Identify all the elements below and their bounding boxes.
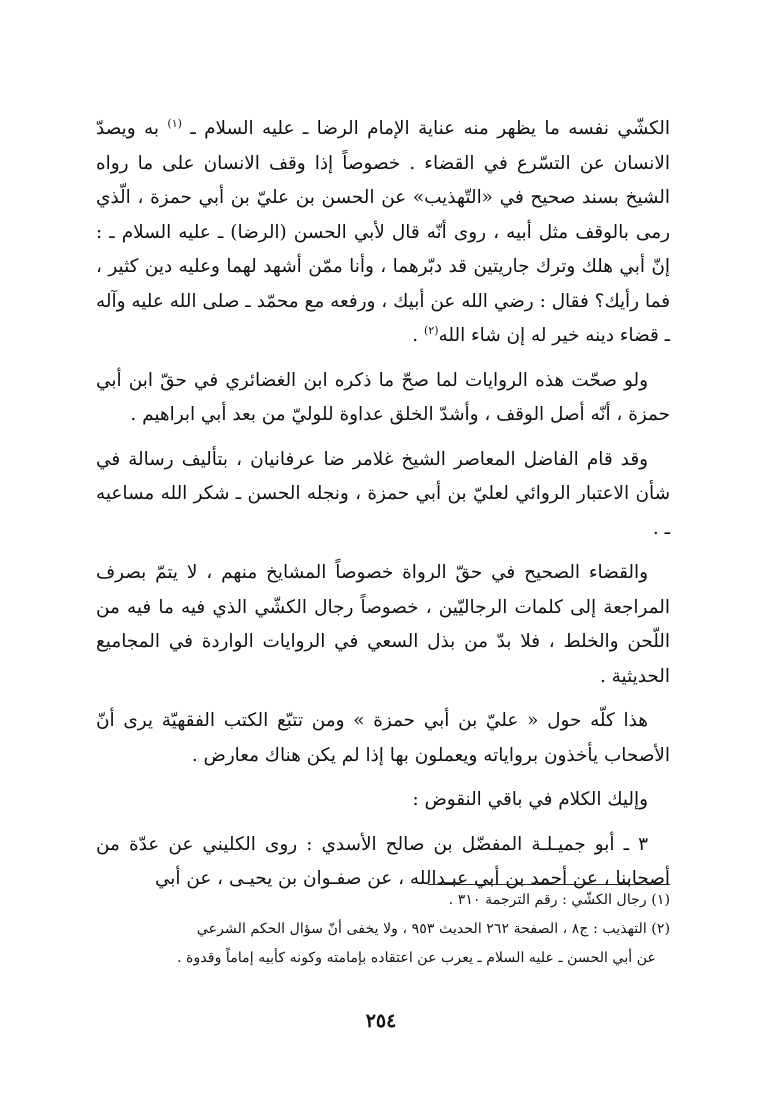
paragraph-6: وإليك الكلام في باقي النقوض : [412,789,648,810]
footnote-divider [428,884,670,885]
footnote-1: (١) رجال الكشّي : رقم الترجمة ٣١٠ . [448,892,670,908]
paragraph-4: والقضاء الصحيح في حقّ الرواة خصوصاً المشايخ منهم ، لا يتمّ بصرف المراجعة إلى كلمات الرجاليّين ، خصوصاً رجال الكشّي الذي فيه ما فيه من اللّحن والخلط ، فلا بدّ من بذل السعي في الروايات الواردة في المجاميع الحديثية . [96,562,670,687]
footnotes [96,886,670,973]
paragraph-1-tail: . [412,325,424,346]
footnote-2-continuation: عن أبي الحسن ـ عليه السلام ـ يعرب عن اعتقاده بإمامته وكونه كأبيه إماماً وقدوة . [177,950,656,966]
footnote-ref-1: (١) [167,116,182,130]
paragraph-1 [96,112,670,354]
paragraph-5: هذا كلّه حول « عليّ بن أبي حمزة » ومن تتبّع الكتب الفقهيّة يرى أنّ الأصحاب يأخذون برواياته ويعملون بها إذا لم يكن هناك معارض . [96,710,670,766]
page-number: ٢٥٤ [365,1010,397,1032]
footnote-2-text: (٢) التهذيب : ج٨ ، الصفحة ٢٦٢ الحديث ٩٥٣ ، ولا يخفى أنّ سؤال الحكم الشرعي [196,921,670,937]
body-text [96,112,670,897]
paragraph-2: ولو صحّت هذه الروايات لما صحّ ما ذكره ابن الغضائري في حقّ ابن أبي حمزة ، أنّه أصل الوقف ، وأشدّ الخلق عداوة للوليّ من بعد أبي ابراهيم . [96,369,670,425]
paragraph-3: وقد قام الفاضل المعاصر الشيخ غلامر ضا عرفانيان ، بتأليف رسالة في شأن الاعتبار الروائي لعليّ بن أبي حمزة ، ونجله الحسن ـ شكر الله مساعيه ـ . [96,448,670,539]
paragraph-7: ٣ ـ أبو جميـلـة المفضّل بن صالح الأسدي : روى الكليني عن عدّة من أصحابنا ، عن أحمد بن أبي عبـدالله ، عن صفـوان بن يحيـى ، عن أبي [96,833,670,889]
footnote-ref-2: (٢) [424,323,439,337]
footnote-2 [96,915,670,973]
paragraph-1-text: الكشّي نفسه ما يظهر منه عناية الإمام الرضا ـ عليه السلام ـ [181,118,670,139]
paragraph-1-text-cont: به ويصدّ الانسان عن التسّرع في القضاء . خصوصاً إذا وقف الانسان على ما رواه الشيخ بسند صحيح في «التّهذيب» عن الحسن بن عليّ بن أبي حمزة ، الّذي رمى بالوقف مثل أبيه ، روى أنّه قال لأبي الحسن (الرضا) ـ عليه السلام ـ : إنّ أبي هلك وترك جاريتين قد دبّرهما ، وأنا ممّن أشهد لهما وعليه دين كثير ، فما رأيك؟ فقال : رضي الله عن أبيك ، ورفعه مع محمّد ـ صلى الله عليه وآله ـ قضاء دينه خير له إن شاء الله [96,118,670,346]
